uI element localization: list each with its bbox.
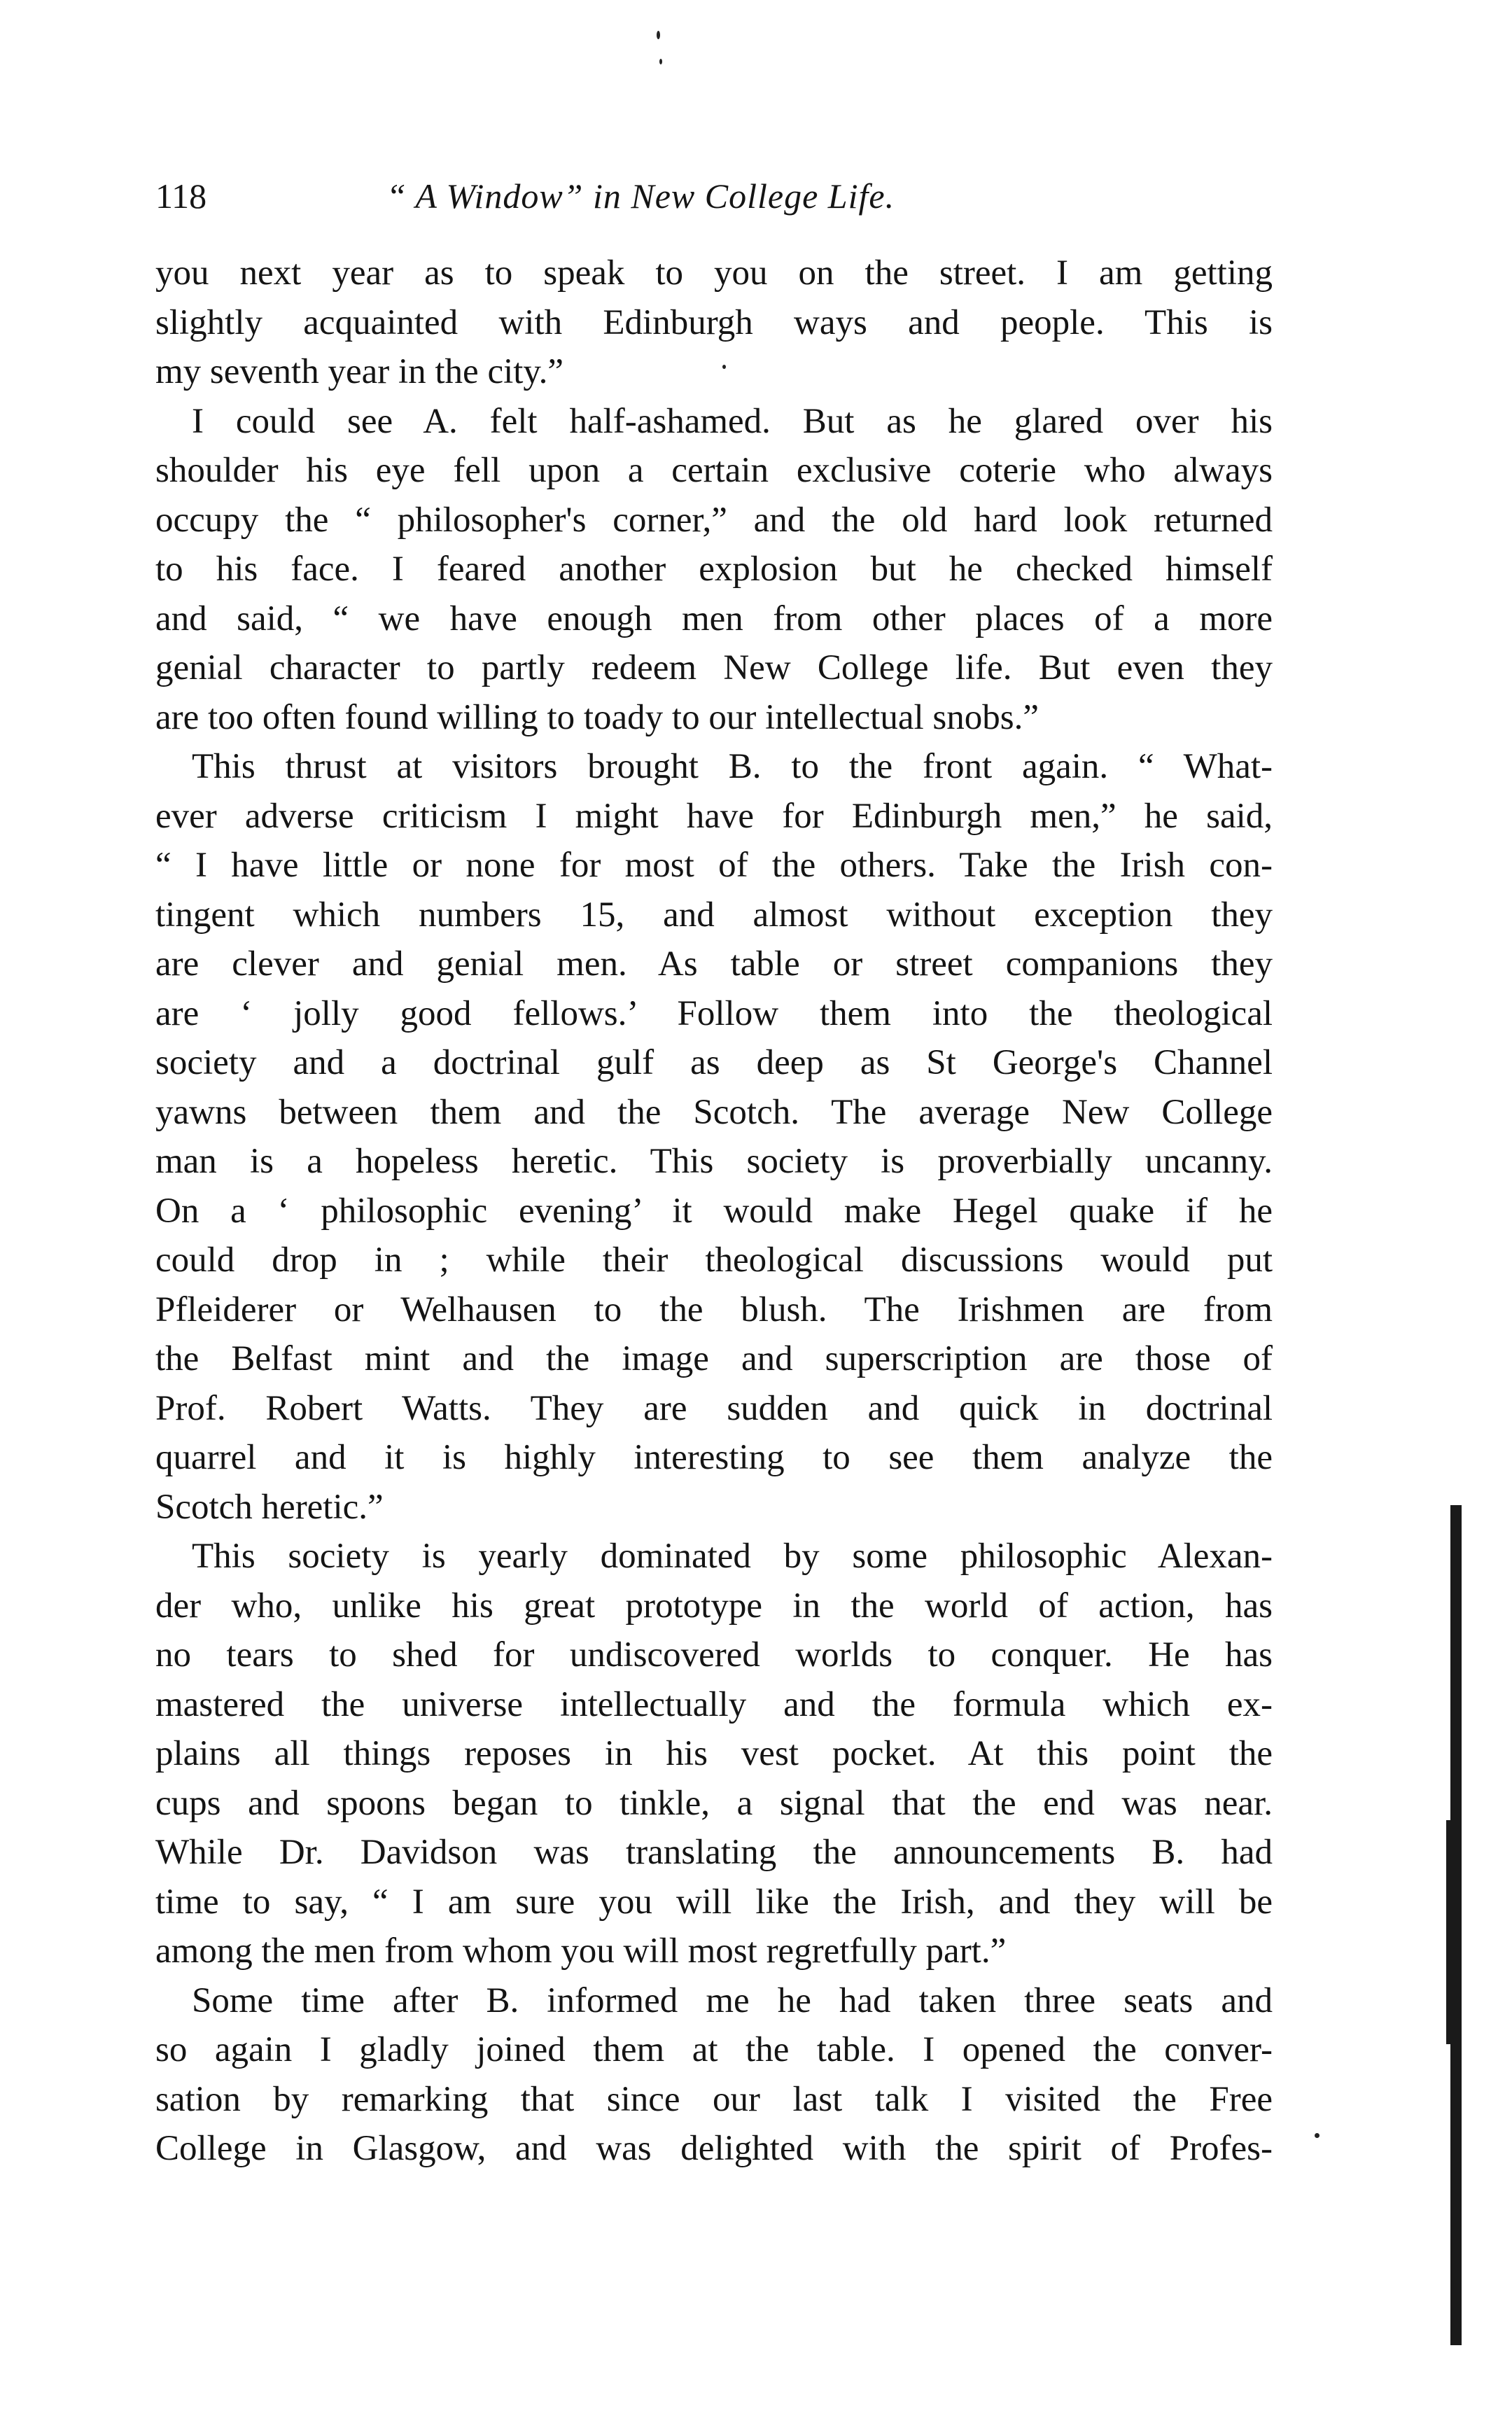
text-line: society and a doctrinal gulf as deep as St George's Channel	[155, 1043, 1273, 1082]
paragraph-5	[155, 1976, 1273, 2174]
paragraph-2	[155, 397, 1273, 743]
text-line: plains all things reposes in his vest pocket. At this point the	[155, 1734, 1273, 1773]
text-line: cups and spoons began to tinkle, a signal that the end was near.	[155, 1783, 1273, 1823]
text-line: yawns between them and the Scotch. The average New College	[155, 1092, 1273, 1132]
scan-edge-mark	[1446, 1820, 1452, 2044]
scan-speck	[1315, 2133, 1320, 2138]
text-line: Prof. Robert Watts. They are sudden and quick in doctrinal	[155, 1388, 1273, 1428]
running-title: “ A Window” in New College Life.	[386, 176, 895, 216]
text-line: This society is yearly dominated by some philosophic Alexan-	[192, 1537, 1273, 1576]
text-line: genial character to partly redeem New College life. But even they	[155, 648, 1273, 687]
text-line: the Belfast mint and the image and superscription are those of	[155, 1339, 1273, 1378]
text-line: College in Glasgow, and was delighted with the spirit of Profes-	[155, 2129, 1273, 2168]
text-line: slightly acquainted with Edinburgh ways and people. This is	[155, 302, 1273, 342]
text-line: are too often found willing to toady to our intellectual snobs.”	[155, 697, 1039, 737]
text-line: Scotch heretic.”	[155, 1487, 384, 1527]
text-line: among the men from whom you will most regretfully part.”	[155, 1931, 1007, 1971]
text-line: man is a hopeless heretic. This society is proverbially uncanny.	[155, 1142, 1273, 1181]
text-line: Pfleiderer or Welhausen to the blush. The Irishmen are from	[155, 1290, 1273, 1329]
text-line: While Dr. Davidson was translating the announcements B. had	[155, 1833, 1273, 1872]
text-line: are clever and genial men. As table or street companions they	[155, 944, 1273, 984]
text-line: shoulder his eye fell upon a certain exclusive coterie who always	[155, 451, 1273, 490]
scan-speck	[657, 31, 660, 39]
text-line: I could see A. felt half-ashamed. But as he glared over his	[192, 401, 1273, 441]
text-line: “ I have little or none for most of the others. Take the Irish con-	[155, 846, 1273, 885]
paragraph-4	[155, 1532, 1273, 1976]
text-line: der who, unlike his great prototype in the world of action, has	[155, 1586, 1273, 1626]
text-line: could drop in ; while their theological discussions would put	[155, 1241, 1273, 1280]
paragraph-1	[155, 249, 1273, 397]
text-line: tingent which numbers 15, and almost without exception they	[155, 895, 1273, 935]
text-line: and said, “ we have enough men from other places of a more	[155, 599, 1273, 638]
text-line: no tears to shed for undiscovered worlds to conquer. He has	[155, 1635, 1273, 1675]
text-line: occupy the “ philosopher's corner,” and the old hard look returned	[155, 500, 1273, 540]
text-line: time to say, “ I am sure you will like the Irish, and they will be	[155, 1882, 1273, 1922]
scan-edge-shadow	[1450, 1505, 1462, 2345]
text-line: On a ‘ philosophic evening’ it would make Hegel quake if he	[155, 1191, 1273, 1231]
text-line: This thrust at visitors brought B. to the front again. “ What-	[192, 747, 1273, 786]
text-line: quarrel and it is highly interesting to see them analyze the	[155, 1438, 1273, 1477]
paragraph-3	[155, 742, 1273, 1532]
text-line: you next year as to speak to you on the street. I am getting	[155, 253, 1273, 293]
text-line: my seventh year in the city.”	[155, 352, 564, 391]
text-line: to his face. I feared another explosion but he checked himself	[155, 550, 1273, 589]
page-header	[155, 168, 1275, 224]
page-number: 118	[155, 176, 207, 216]
body-text	[155, 249, 1273, 2174]
text-line: sation by remarking that since our last talk I visited the Free	[155, 2079, 1273, 2119]
scan-speck	[722, 365, 726, 369]
text-line: so again I gladly joined them at the table. I opened the conver-	[155, 2030, 1273, 2069]
text-line: Some time after B. informed me he had taken three seats and	[192, 1980, 1273, 2020]
scan-speck	[659, 59, 662, 64]
text-line: mastered the universe intellectually and the formula which ex-	[155, 1684, 1273, 1724]
text-line: ever adverse criticism I might have for Edinburgh men,” he said,	[155, 796, 1273, 836]
text-line: are ‘ jolly good fellows.’ Follow them into the theological	[155, 993, 1273, 1033]
